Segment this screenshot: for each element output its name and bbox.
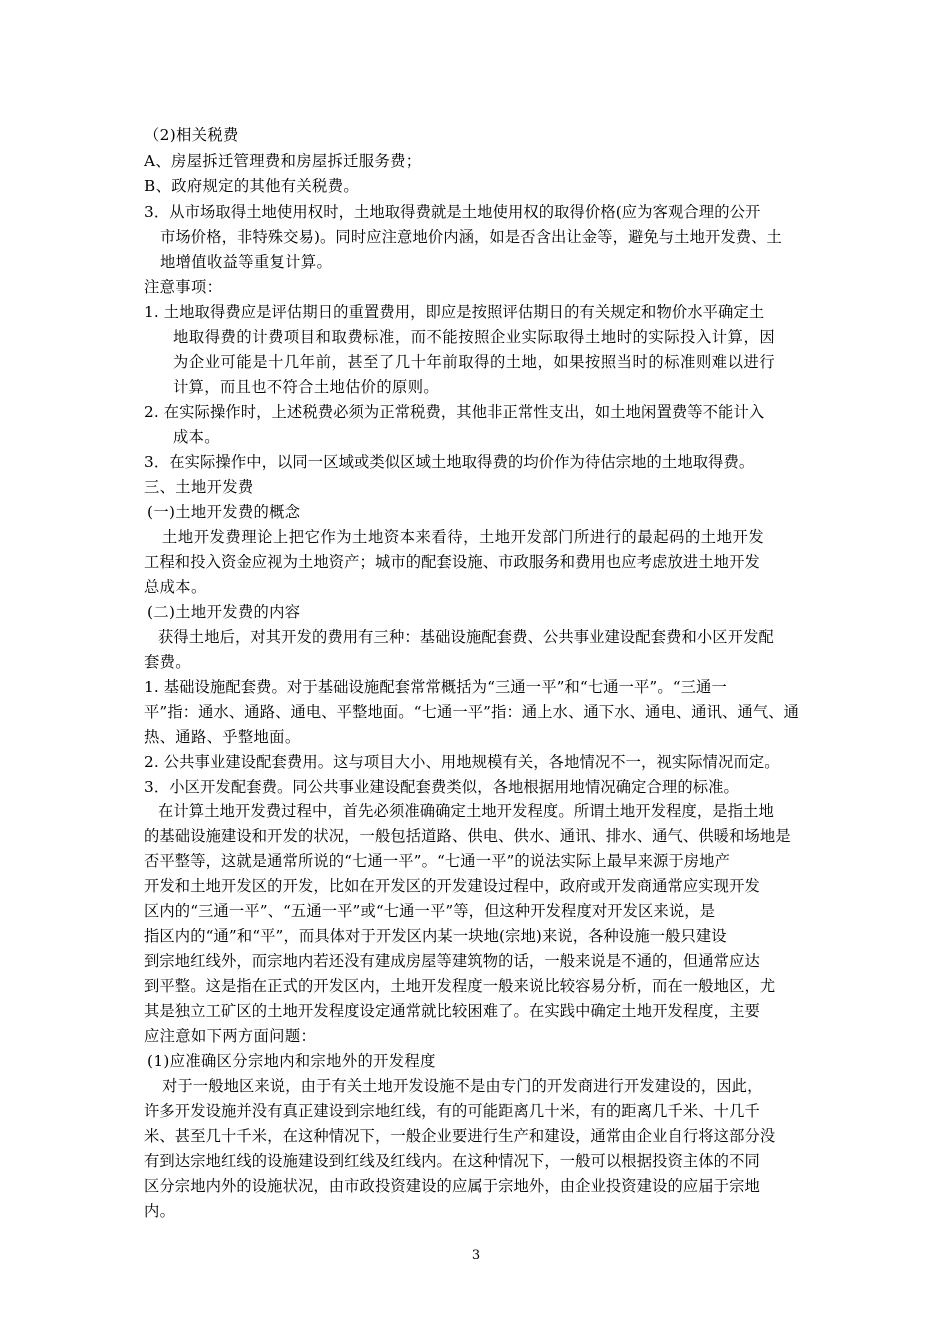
paragraph-line: 3．小区开发配套费。同公共事业建设配套费类似，各地根据用地情况确定合理的标准。 [144, 778, 739, 796]
heading-related-taxes: （2)相关税费 [144, 126, 239, 144]
paragraph-line: 其是独立工矿区的土地开发程度设定通常就比较困难了。在实践中确定土地开发程度，主要 [144, 1002, 760, 1020]
paragraph-line: 地增值收益等重复计算。 [160, 253, 333, 271]
paragraph-line: 指区内的“通”和“平”，而具体对于开发区内某一块地(宗地)来说，各种设施一般只建设 [144, 927, 727, 945]
paragraph-line: 有到达宗地红线的设施建设到红线及红线内。在这种情况下，一般可以根据投资主体的不同 [144, 1152, 760, 1170]
paragraph-line: 许多开发设施并没有真正建设到宗地红线，有的可能距离几十米，有的距离几千米、十几千 [144, 1102, 760, 1120]
paragraph-line: 计算，而且也不符合土地估价的原则。 [173, 378, 439, 396]
subsection-heading: (二)土地开发费的内容 [147, 603, 301, 621]
heading-notes: 注意事项： [144, 278, 223, 296]
paragraph-line: 市场价格，非特殊交易)。同时应注意地价内涵，如是否含出让金等，避免与土地开发费、土 [160, 228, 782, 246]
paragraph-line: 内。 [144, 1202, 176, 1220]
subsection-heading: (一)土地开发费的概念 [147, 503, 301, 521]
paragraph-line: 区分宗地内外的设施状况，由市政投资建设的应属于宗地外，由企业投资建设的应届于宗地 [144, 1177, 760, 1195]
paragraph-line: 总成本。 [144, 578, 207, 596]
paragraph-line: 到平整。这是指在正式的开发区内，土地开发程度一般来说比较容易分析，而在一般地区，尤 [144, 977, 776, 995]
page-number: 3 [471, 1248, 481, 1263]
paragraph-line: 在计算土地开发费过程中，首先必须准确确定土地开发程度。所谓土地开发程度，是指土地 [158, 802, 774, 820]
paragraph-line: 工程和投入资金应视为土地资产；城市的配套设施、市政服务和费用也应考虑放进土地开发 [144, 553, 760, 571]
paragraph-line: 2. 在实际操作时，上述税费必须为正常税费，其他非正常性支出，如土地闲置费等不能计入 [144, 403, 765, 421]
paragraph-line: 热、通路、乎整地面。 [144, 728, 301, 746]
paragraph-line: 平”指：通水、通路、通电、平整地面。“七通一平”指：通上水、通下水、通电、通讯、通气、通 [144, 703, 800, 721]
paragraph-line: 区内的“三通一平”、“五通一平”或“七通一平”等，但这种开发程度对开发区来说，是 [144, 902, 716, 920]
paragraph-line: 开发和土地开发区的开发，比如在开发区的开发建设过程中，政府或开发商通常应实现开发 [144, 877, 760, 895]
paragraph-line: 应注意如下两方面问题： [144, 1027, 317, 1045]
section-heading: 三、土地开发费 [144, 478, 254, 496]
list-item-a: A、房屋拆迁管理费和房屋拆迁服务费； [144, 152, 422, 170]
paragraph-line: 土地开发费理论上把它作为土地资本来看待，土地开发部门所进行的最起码的土地开发 [162, 528, 765, 546]
paragraph-line: 否平整等，这就是通常所说的“七通一平”。“七通一平”的说法实际上最早来源于房地产 [144, 852, 730, 870]
paragraph-line: 2. 公共事业建设配套费用。这与项目大小、用地规模有关，各地情况不一，视实际情况而定。 [144, 753, 780, 771]
paragraph-line: 地取得费的计费项目和取费标准，而不能按照企业实际取得土地时的实际投入计算，因 [173, 328, 776, 346]
paragraph-line: 3．从市场取得土地使用权时，土地取得费就是土地使用权的取得价格(应为客观合理的公开 [144, 203, 761, 221]
paragraph-line: 成本。 [173, 428, 220, 446]
paragraph-line: 的基础设施建设和开发的状况，一般包括道路、供电、供水、通讯、排水、通气、供暖和场地是 [144, 827, 791, 845]
paragraph-line: 获得土地后，对其开发的费用有三种：基础设施配套费、公共事业建设配套费和小区开发配 [158, 628, 774, 646]
paragraph-line: 1. 基础设施配套费。对于基础设施配套常常概括为“三通一平”和“七通一平”。“三通一 [144, 678, 727, 696]
paragraph-line: 套费。 [144, 653, 191, 671]
paragraph-line: 3．在实际操作中，以同一区域或类似区域土地取得费的均价作为待估宗地的土地取得费。 [144, 453, 755, 471]
paragraph-line: 1. 土地取得费应是评估期日的重置费用，即应是按照评估期日的有关规定和物价水平确定土 [144, 303, 765, 321]
list-item-b: B、政府规定的其他有关税费。 [144, 177, 360, 195]
paragraph-line: 为企业可能是十几年前，甚至了几十年前取得的土地，如果按照当时的标准则难以进行 [173, 353, 776, 371]
paragraph-line: 到宗地红线外，而宗地内若还没有建成房屋等建筑物的话，一般来说是不通的，但通常应达 [144, 952, 760, 970]
paragraph-line: 米、甚至几十千米，在这种情况下，一般企业要进行生产和建设，通常由企业自行将这部分没 [144, 1127, 776, 1145]
paragraph-line: 对于一般地区来说，由于有关土地开发设施不是由专门的开发商进行开发建设的，因此， [162, 1077, 763, 1095]
subsection-heading: (1)应准确区分宗地内和宗地外的开发程度 [147, 1052, 436, 1070]
